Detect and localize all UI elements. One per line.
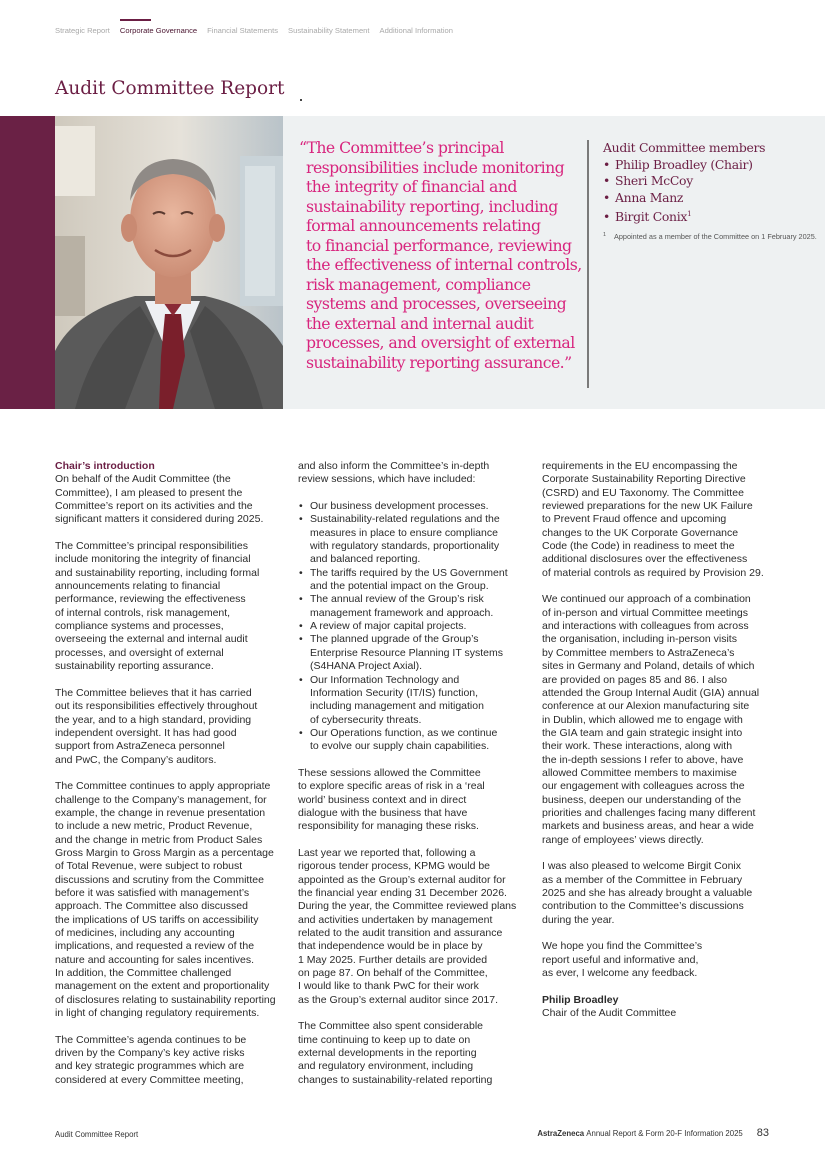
list-item: • Our business development processes. xyxy=(298,500,530,513)
member-item: • Sheri McCoy xyxy=(603,173,808,190)
quote-line: the external and internal audit xyxy=(306,313,534,333)
quote-line: risk management, compliance xyxy=(306,274,531,294)
quote-line: processes, and oversight of external xyxy=(306,333,575,352)
paragraph: We continued our approach of a combination of in-person and virtual Committee meetings and interactions with colleagues from across the organisation, including in-person visits by Committee members to AstraZeneca’s sites in Germany and Poland, details of which are provided on pages 85 and 86. I also attended the Group Internal Audit (GIA) annual conference at our Alexion manufacturing site in Dublin, which allowed me to engage with the GIA team and gain strategic insight into their work. These interactions, along with the in-depth sessions I refer to above, have allowed Committee members to maximise our engagement with colleagues across the business, deepen our understanding of the priorities and challenges facing many different markets and business areas, and hear a wide range of employees’ views directly. xyxy=(542,593,760,846)
review-sessions-list xyxy=(298,500,530,754)
section-heading: Chair’s introduction xyxy=(55,460,155,472)
section-nav xyxy=(55,26,453,35)
quote-line: sustainability reporting, including xyxy=(306,196,558,216)
list-item: • Our Operations function, as we continue to evolve our supply chain capabilities. xyxy=(298,727,530,754)
quote-line: “The Committee’s principal xyxy=(299,138,504,157)
paragraph: requirements in the EU encompassing the Corporate Sustainability Reporting Directive (CSRD) and EU Taxonomy. The Committee reviewed preparations for the new UK Failure to Prevent Fraud offence and upcoming changes to the UK Corporate Governance Code (the Code) in readiness to meet the additional disclosures over the effectiveness of material controls as required by Provision 29. xyxy=(542,460,764,579)
paragraph: The Committee also spent considerable time continuing to keep up to date on external developments in the reporting and regulatory environment, including changes to sustainability-related reporting xyxy=(298,1020,493,1086)
footer-section: Audit Committee Report xyxy=(55,1130,139,1139)
paragraph: Last year we reported that, following a rigorous tender process, KPMG would be appointed as the Group’s external auditor for the financial year ending 31 December 2026. During the year, the Committee reviewed plans and activities undertaken by management related to the audit transition and assurance that independence would be in place by 1 May 2025. Further details are provided on page 87. On behalf of the Committee, I would like to thank PwC for their work as the Group’s external auditor since 2017. xyxy=(298,846,517,1006)
list-item: • The annual review of the Group’s risk management framework and approach. xyxy=(298,593,530,620)
page-title: Audit Committee Report xyxy=(55,78,285,99)
column-3 xyxy=(542,460,774,1020)
quote-line: systems and processes, overseeing xyxy=(306,294,567,313)
signatory-name: Philip Broadley xyxy=(542,993,619,1006)
members-footnote xyxy=(603,231,817,241)
footer-brand: AstraZeneca xyxy=(537,1129,585,1138)
footnote-ref: 1 xyxy=(687,210,692,218)
paragraph: On behalf of the Audit Committee (the Committee), I am pleased to present the Committee’s report on its activities and the significant matters it considered during 2025. xyxy=(55,473,264,526)
footnote-mark: 1 xyxy=(603,231,607,238)
nav-tab[interactable]: Additional Information xyxy=(379,26,453,35)
members-list xyxy=(603,157,808,226)
nav-tab[interactable]: Sustainability Statement xyxy=(288,26,370,35)
page-number: 83 xyxy=(756,1127,769,1139)
paragraph: The Committee continues to apply appropriate challenge to the Company’s management, for example, the change in revenue presentation to include a new metric, Product Revenue, and the change in metric from Product Sales Gross Margin to Gross Margin as a percentage of Total Revenue, were subject to robust discussions and scrutiny from the Committee before it was satisfied with management’s approach. The Committee also discussed the implications of US tariffs on accessibility of medicines, including any accounting implications, and requested a review of the nature and accounting for sales incentives. In addition, the Committee challenged management on the extent and proportionality of disclosures relating to sustainability reporting in light of changing regulatory requirements. xyxy=(55,780,276,1020)
quote-line: to financial performance, reviewing xyxy=(306,235,572,255)
list-item: • Sustainability-related regulations and the measures in place to ensure compliance with regulatory standards, proportionality and balanced reporting. xyxy=(298,513,530,566)
chair-portrait xyxy=(55,116,283,409)
paragraph: I was also pleased to welcome Birgit Conix as a member of the Committee in February 2025 and she has already brought a valuable contribution to the Committee’s discussions during the year. xyxy=(542,860,753,926)
member-item: • Philip Broadley (Chair) xyxy=(603,157,808,174)
divider xyxy=(587,140,589,388)
pull-quote xyxy=(299,138,581,372)
accent-bar xyxy=(0,116,55,409)
committee-members xyxy=(603,140,817,241)
member-item: • Anna Manz xyxy=(603,190,808,207)
footer-report-title: Annual Report & Form 20-F Information 2025 xyxy=(586,1129,743,1138)
quote-line: formal announcements relating xyxy=(306,216,541,235)
members-title: Audit Committee members xyxy=(603,140,766,155)
quote-line: responsibilities include monitoring xyxy=(306,157,565,177)
column-1 xyxy=(55,460,285,1101)
quote-line: the integrity of financial and xyxy=(306,177,517,196)
paragraph: We hope you find the Committee’s report useful and informative and, as ever, I welcome any feedback. xyxy=(542,940,703,980)
paragraph: The Committee believes that it has carried out its responsibilities effectively throughout the year, and to a high standard, providing independent oversight. It has had good support from AstraZeneca personnel and PwC, the Company’s auditors. xyxy=(55,686,258,766)
footer-report xyxy=(537,1127,769,1139)
nav-tab[interactable]: Strategic Report xyxy=(55,26,110,35)
signatory-title: Chair of the Audit Committee xyxy=(542,1007,677,1020)
paragraph: The Committee’s agenda continues to be driven by the Company’s key active risks and key strategic programmes which are considered at every Committee meeting, xyxy=(55,1033,247,1086)
footnote-line: Appointed as a member of the xyxy=(614,231,712,241)
list-item: • Our Information Technology and Information Security (IT/IS) function, including management and mitigation of cybersecurity threats. xyxy=(298,674,530,727)
quote-line: sustainability reporting assurance.” xyxy=(306,352,572,372)
column-2 xyxy=(298,460,530,1101)
quote-line: the effectiveness of internal controls, xyxy=(306,255,582,274)
footnote-line: Committee on 1 February 2025. xyxy=(713,231,817,241)
list-item: • A review of major capital projects. xyxy=(298,620,530,633)
list-item: • The planned upgrade of the Group’s Enterprise Resource Planning IT systems (S4HANA Project Axial). xyxy=(298,633,530,673)
member-item: • Birgit Conix$^1$ xyxy=(603,206,808,226)
nav-tab[interactable]: Corporate Governance xyxy=(119,26,198,35)
nav-tab[interactable]: Financial Statements xyxy=(207,26,279,35)
paragraph: and also inform the Committee’s in-depth review sessions, which have included: xyxy=(298,460,490,486)
list-item: • The tariffs required by the US Government and the potential impact on the Group. xyxy=(298,567,530,594)
paragraph: The Committee’s principal responsibilities include monitoring the integrity of financial and sustainability reporting, including formal announcements relating to financial performance, reviewing the effectiveness of internal controls, risk management, compliance systems and processes, overseeing the external and internal audit processes, and oversight of external sustainability reporting assurance. xyxy=(55,540,260,673)
paragraph: These sessions allowed the Committee to explore specific areas of risk in a ‘real world’ business context and in direct dialogue with the business that have responsibility for managing these risks. xyxy=(298,766,485,833)
decorative-dot xyxy=(300,99,302,101)
